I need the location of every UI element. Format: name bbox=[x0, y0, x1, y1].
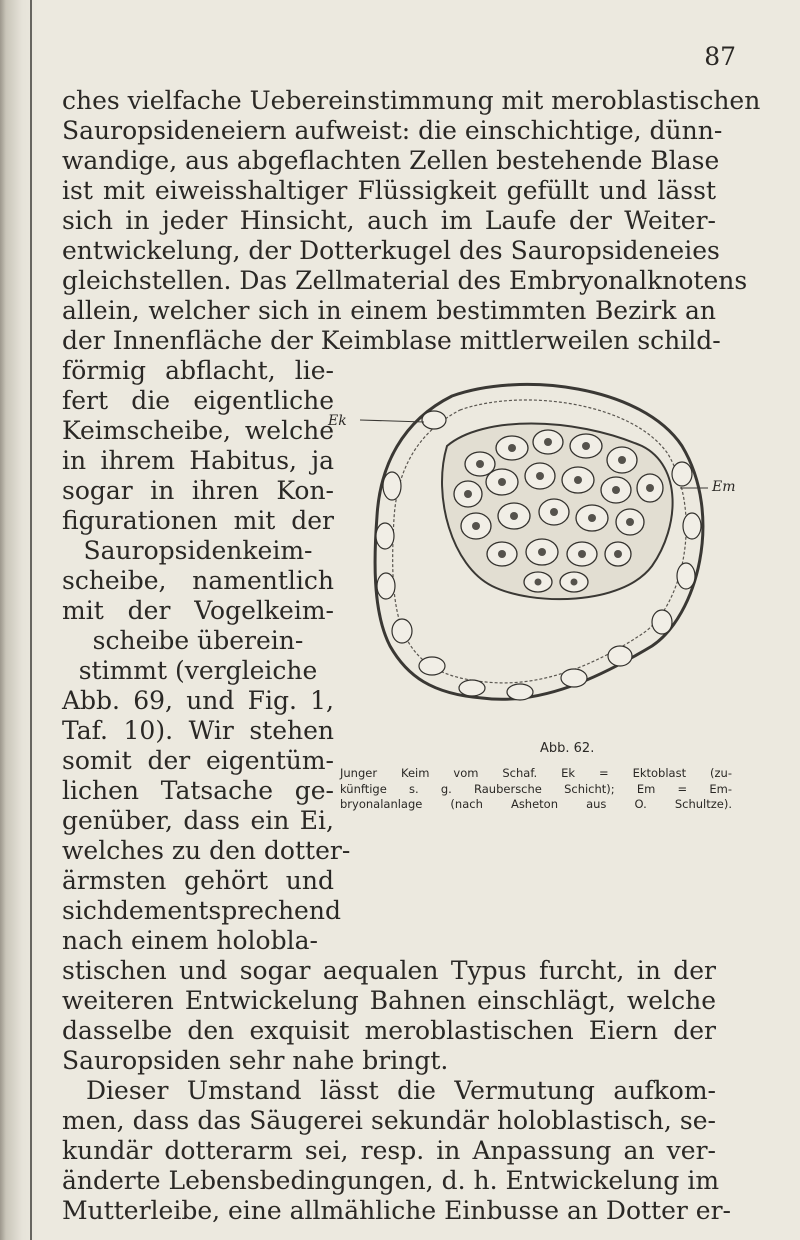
text-line: in ihrem Habitus, ja bbox=[62, 446, 334, 475]
embryo-drawing bbox=[352, 376, 724, 716]
text-line: der Innenfläche der Keimblase mittlerweilen schild- bbox=[62, 326, 721, 355]
caption-line: künftige s. g. Raubersche Schicht); Em = Em- bbox=[340, 781, 732, 796]
text-line: scheibe, namentlich bbox=[62, 566, 334, 595]
text-line: kundär dotterarm sei, resp. in Anpassung an ver- bbox=[62, 1136, 716, 1165]
text-line: Sauropsidenkeim- bbox=[83, 536, 313, 565]
embryo-illustration bbox=[328, 376, 736, 716]
text-line: figurationen mit der bbox=[62, 506, 334, 535]
text-line: Sauropsideneiern aufweist: die einschichtige, dünn- bbox=[62, 116, 723, 145]
text-line: Taf. 10). Wir stehen bbox=[62, 716, 334, 745]
text-line: sogar in ihren Kon- bbox=[62, 476, 334, 505]
text-line: dasselbe den exquisit meroblastischen Eiern der bbox=[62, 1016, 716, 1045]
text-line: men, dass das Säugerei sekundär holoblastisch, se- bbox=[62, 1106, 716, 1135]
text-line: stischen und sogar aequalen Typus furcht, in der bbox=[62, 956, 716, 985]
text-line: somit der eigentüm- bbox=[62, 746, 334, 775]
figure-title: Abb. 62. bbox=[540, 741, 595, 756]
text-line: mit der Vogelkeim- bbox=[62, 596, 334, 625]
figure-label-ek: Ek bbox=[328, 413, 347, 429]
text-line: entwickelung, der Dotterkugel des Sauropsideneies bbox=[62, 236, 720, 265]
text-line: förmig abflacht, lie- bbox=[62, 356, 334, 385]
text-line: Keimscheibe, welche bbox=[62, 416, 334, 445]
text-line: stimmt (vergleiche bbox=[78, 656, 318, 685]
text-line: Mutterleibe, eine allmähliche Einbusse an Dotter er- bbox=[62, 1196, 731, 1225]
figure-caption bbox=[340, 766, 732, 813]
text-line: nach einem holobla- bbox=[62, 926, 318, 955]
caption-line: Junger Keim vom Schaf. Ek = Ektoblast (zu- bbox=[340, 766, 732, 780]
text-line: weiteren Entwickelung Bahnen einschlägt, welche bbox=[62, 986, 716, 1015]
text-line: Abb. 69, und Fig. 1, bbox=[62, 686, 334, 715]
text-line: Sauropsiden sehr nahe bringt. bbox=[62, 1046, 449, 1075]
ek-leader-line bbox=[360, 420, 424, 422]
text-line: ist mit eiweisshaltiger Flüssigkeit gefüllt und lässt bbox=[62, 176, 716, 205]
text-line: Dieser Umstand lässt die Vermutung aufkom- bbox=[86, 1076, 716, 1105]
text-line: fert die eigentliche bbox=[62, 386, 334, 415]
text-line: ches vielfache Uebereinstimmung mit meroblastischen bbox=[62, 86, 761, 115]
text-line: allein, welcher sich in einem bestimmten Bezirk an bbox=[62, 296, 716, 325]
text-line: gleichstellen. Das Zellmaterial des Embryonalknotens bbox=[62, 266, 748, 295]
text-line: scheibe überein- bbox=[92, 626, 304, 655]
text-line: welches zu den dotter- bbox=[62, 836, 351, 865]
text-line: änderte Lebensbedingungen, d. h. Entwickelung im bbox=[62, 1166, 720, 1195]
text-line: sichdementsprechend bbox=[62, 896, 341, 925]
text-line: lichen Tatsache ge- bbox=[62, 776, 334, 805]
text-line: wandige, aus abgeflachten Zellen bestehende Blase bbox=[62, 146, 720, 175]
gutter-line bbox=[30, 0, 32, 1240]
text-line: sich in jeder Hinsicht, auch im Laufe der Weiter- bbox=[62, 206, 716, 235]
page-number: 87 bbox=[704, 42, 736, 71]
text-line: ärmsten gehört und bbox=[62, 866, 334, 895]
book-gutter bbox=[0, 0, 38, 1240]
text-line: genüber, dass ein Ei, bbox=[62, 806, 334, 835]
figure-label-em: Em bbox=[712, 479, 736, 495]
caption-line: bryonalanlage (nach Asheton aus O. Schultze). bbox=[340, 797, 732, 811]
